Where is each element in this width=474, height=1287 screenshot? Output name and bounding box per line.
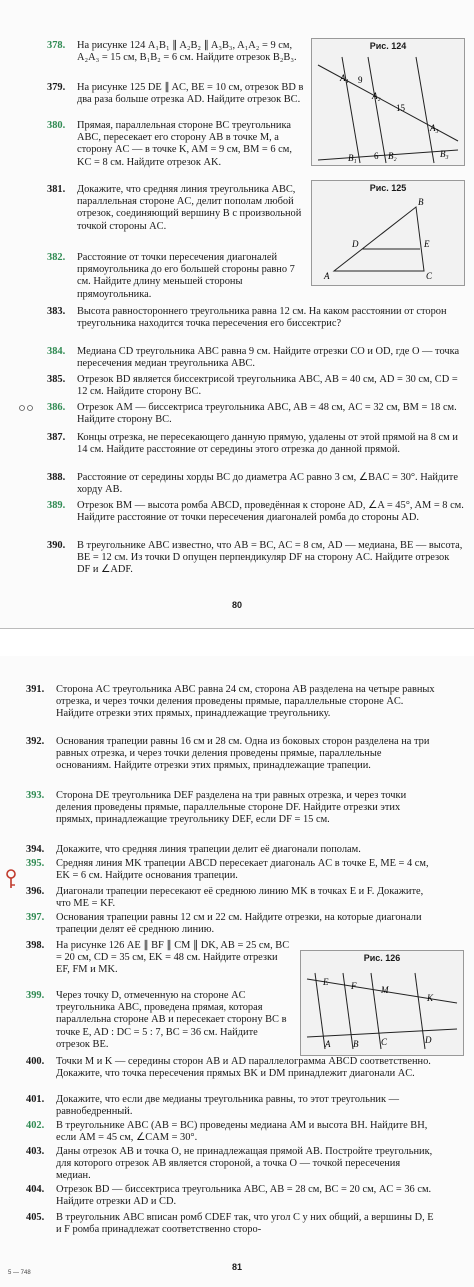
label-a: A	[325, 1039, 331, 1049]
label-c: C	[381, 1037, 388, 1047]
label-a1: A₁	[340, 73, 349, 83]
problem-number: 403.	[26, 1146, 45, 1157]
problem-number: 405.	[26, 1212, 45, 1223]
problem-text: Диагонали трапеции пересекают её среднюю линию MK в точках E и F. Докажите, что ME = KF.	[56, 886, 424, 910]
problem-number: 392.	[26, 736, 45, 747]
problem-text: Точки M и K — середины сторон AB и AD параллелограмма ABCD соответственно. Докажите, что точка пересечения прямых BK и DM принадлежит диагонали AC.	[56, 1056, 431, 1080]
problem-number: 380.	[47, 120, 66, 131]
key-icon	[4, 868, 18, 890]
page-number: 80	[232, 600, 243, 610]
problem-text: Сторона DE треугольника DEF разделена на три равных отрезка, и через точки деления проведены прямые, параллельные стороне DF. Найдите отрезки этих прямых, принадлежащие треугольнику DEF, если DF = 15 см.	[56, 790, 407, 826]
problem-number: 398.	[26, 940, 45, 951]
page-number: 81	[232, 1262, 243, 1272]
problem-text: Докажите, что средняя линия треугольника ABC, параллельная стороне AC, делит пополам любой отрезок, соединяющий вершину B с произвольной точкой стороны AC.	[77, 184, 302, 232]
problem-text: Основания трапеции равны 12 см и 22 см. Найдите отрезки, на которые диагонали трапеции делят её среднюю линию.	[56, 912, 422, 936]
label-d: D	[425, 1035, 432, 1045]
problem-text: Средняя линия MK трапеции ABCD пересекает диагональ AC в точке E, ME = 4 см, EK = 6 см. Найдите основания трапеции.	[56, 858, 429, 882]
label-k: K	[427, 993, 434, 1003]
problem-number: 391.	[26, 684, 45, 695]
problem-text: На рисунке 126 AE ∥ BF ∥ CM ∥ DK, AB = 25 см, BC = 20 см, CD = 35 см, EK = 48 см. Найдите отрезки EF, FM и MK.	[56, 940, 290, 976]
problem-number: 383.	[47, 306, 66, 317]
parallel-dk	[415, 973, 425, 1049]
problem-text: Через точку D, отмеченную на стороне AC треугольника ABC, проведена прямая, которая параллельна стороне AB и пересекает сторону BC в точке E, AD : DC = 5 : 7, BC = 36 см. Найдите отрезок BE.	[56, 990, 287, 1050]
problem-number: 400.	[26, 1056, 45, 1067]
problem-text: Отрезок AM — биссектриса треугольника ABC, AB = 48 см, AC = 32 см, BM = 18 см. Найдите сторону BC.	[77, 402, 457, 426]
problem-text: Высота равностороннего треугольника равна 12 см. На каком расстоянии от сторон треугольника находится точка пересечения его биссектрис?	[77, 306, 447, 330]
parallel-2	[368, 57, 386, 163]
problem-number: 381.	[47, 184, 66, 195]
problem-text: Расстояние от точки пересечения диагоналей прямоугольника до его большей стороны равно 7 см. Найдите длину меньшей стороны прямоугольника.	[77, 252, 295, 300]
problem-number: 394.	[26, 844, 45, 855]
label-m: M	[381, 985, 389, 995]
problem-text: В треугольнике ABC (AB = BC) проведены медиана AM и высота BH. Найдите BH, если AM = 45 см, ∠CAM = 30°.	[56, 1120, 428, 1144]
label-a3: A₃	[430, 123, 439, 133]
problem-number: 399.	[26, 990, 45, 1001]
problem-text: Докажите, что средняя линия трапеции делит её диагонали пополам.	[56, 844, 361, 855]
label-9: 9	[358, 75, 363, 85]
problem-number: 386.	[47, 402, 66, 413]
problem-text: Основания трапеции равны 16 см и 28 см. Одна из боковых сторон разделена на три равных отрезка, и через точки деления проведены прямые, параллельные основаниям. Найдите отрезки этих прямых, принадлежащие трапеции.	[56, 736, 430, 772]
figure-126-drawing	[301, 951, 463, 1055]
problem-number: 390.	[47, 540, 66, 551]
problem-text: Расстояние от середины хорды BC до диаметра AC равно 3 см, ∠BAC = 30°. Найдите хорду AB.	[77, 472, 458, 496]
problem-number: 389.	[47, 500, 66, 511]
problem-number: 396.	[26, 886, 45, 897]
label-b: B	[353, 1039, 359, 1049]
footer-code: 5 — 748	[8, 1270, 31, 1276]
problem-number: 393.	[26, 790, 45, 801]
label-d: D	[352, 239, 359, 249]
label-b: B	[418, 197, 424, 207]
problem-number: 401.	[26, 1094, 45, 1105]
problem-text: В треугольнике ABC известно, что AB = BC, AC = 8 см, AD — медиана, BE — высота, BE = 12 см. Из точки D опущен перпендикуляр DF на сторону AC. Найдите отрезок DF и ∠ADF.	[77, 540, 463, 576]
parallel-3	[416, 57, 434, 163]
figure-124-drawing	[312, 39, 464, 165]
problem-number: 384.	[47, 346, 66, 357]
problem-text: На рисунке 125 DE ∥ AC, BE = 10 см, отрезок BD в два раза больше отрезка AD. Найдите отрезок BC.	[77, 82, 304, 106]
figure-title: Рис. 124	[369, 41, 407, 51]
textbook-page-80	[0, 0, 474, 628]
problem-number: 379.	[47, 82, 66, 93]
figure-title: Рис. 126	[363, 953, 401, 963]
problem-text: Отрезок BD — биссектриса треугольника ABC, AB = 28 см, BC = 20 см, AC = 36 см. Найдите отрезки AD и CD.	[56, 1184, 432, 1208]
label-b2: B₂	[388, 151, 397, 161]
problem-text: Отрезок BM — высота ромба ABCD, проведённая к стороне AD, ∠A = 45°, AM = 8 см. Найдите расстояние от точки пересечения диагоналей ромба до стороны AD.	[77, 500, 464, 524]
triangle-abc	[334, 207, 424, 271]
problem-text: Сторона AC треугольника ABC равна 24 см, сторона AB разделена на четыре равных отрезка, и через точки деления проведены прямые, параллельные стороне AC. Найдите отрезки этих прямых, принадлежащие треугольнику.	[56, 684, 435, 720]
margin-marker-icon	[8, 402, 44, 414]
problem-number: 385.	[47, 374, 66, 385]
label-a2: A₂	[372, 91, 381, 101]
figure-125-drawing	[312, 181, 464, 285]
problem-text: Концы отрезка, не пересекающего данную прямую, удалены от этой прямой на 8 см и 14 см. Найдите расстояние от середины этого отрезка до данной прямой.	[77, 432, 458, 456]
problem-number: 395.	[26, 858, 45, 869]
label-e: E	[323, 977, 329, 987]
figure-126	[300, 950, 464, 1056]
problem-number: 404.	[26, 1184, 45, 1195]
problem-number: 397.	[26, 912, 45, 923]
problem-text: Докажите, что если две медианы треугольника равны, то этот треугольник — равнобедренный.	[56, 1094, 399, 1118]
problem-number: 402.	[26, 1120, 45, 1131]
figure-title: Рис. 125	[369, 183, 407, 193]
problem-text: В треугольник ABC вписан ромб CDEF так, что угол C у них общий, а вершины D, E и F ромба принадлежат соответственно сторо-	[56, 1212, 434, 1236]
problem-number: 388.	[47, 472, 66, 483]
problem-text: Даны отрезок AB и точка O, не принадлежащая прямой AB. Постройте треугольник, для которого отрезок AB является стороной, а точка O — точкой пересечения медиан.	[56, 1146, 433, 1182]
label-b1: B₁	[348, 153, 357, 163]
label-6: 6	[374, 151, 379, 161]
problem-text: На рисунке 124 A₁B₁ ∥ A₂B₂ ∥ A₃B₃, A₁A₂ = 9 см, A₂A₃ = 15 см, B₁B₂ = 6 см. Найдите отрезок B₂B₃.	[77, 40, 297, 64]
label-15: 15	[396, 103, 405, 113]
problem-text: Отрезок BD является биссектрисой треугольника ABC, AB = 40 см, AD = 30 см, CD = 12 см. Найдите сторону BC.	[77, 374, 458, 398]
label-e: E	[424, 239, 430, 249]
textbook-page-81	[0, 656, 474, 1287]
parallel-cm	[371, 973, 381, 1049]
label-a: A	[324, 271, 330, 281]
label-f: F	[351, 981, 357, 991]
problem-number: 387.	[47, 432, 66, 443]
label-b3: B₃	[440, 149, 449, 159]
figure-124	[311, 38, 465, 166]
page-gap	[0, 628, 474, 657]
problem-number: 378.	[47, 40, 66, 51]
problem-text: Медиана CD треугольника ABC равна 9 см. Найдите отрезки CO и OD, где O — точка пересечения медиан треугольника ABC.	[77, 346, 460, 370]
problem-text: Прямая, параллельная стороне BC треугольника ABC, пересекает его сторону AB в точке M, а сторону AC — в точке K, AM = 9 см, BM = 6 см, KC = 8 см. Найдите отрезок AK.	[77, 120, 292, 168]
label-c: C	[426, 271, 433, 281]
line-ad	[307, 1029, 457, 1037]
figure-125	[311, 180, 465, 286]
problem-number: 382.	[47, 252, 66, 263]
